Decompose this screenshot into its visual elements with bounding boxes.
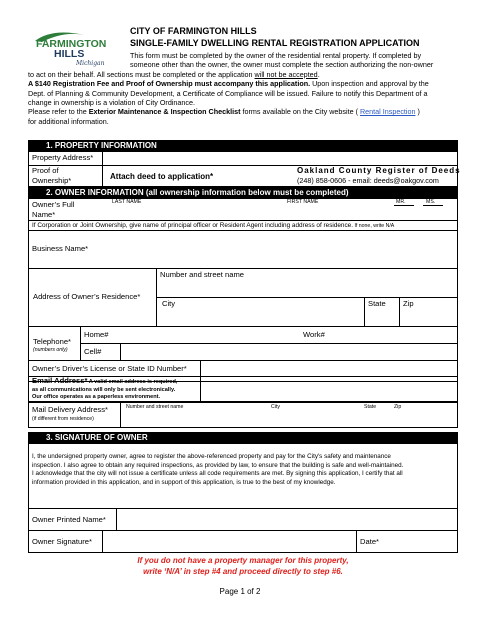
owner-zip-field[interactable]: [401, 308, 456, 324]
register-of-deeds-title: Oakland County Register of Deeds: [297, 166, 461, 175]
col-divider: [102, 165, 103, 187]
intro-line: change in ownership is a violation of City Ordinance.: [28, 98, 196, 108]
mail-street-caption: Number and street name: [126, 404, 184, 410]
email-note: A valid email address is required,: [87, 379, 178, 385]
row-divider: [80, 343, 458, 344]
printed-name-label: Owner Printed Name*: [32, 515, 106, 524]
intro-text: [28, 51, 458, 126]
work-phone-label: Work#: [303, 330, 325, 339]
row-divider: [28, 508, 458, 509]
statement-line: I, the undersigned property owner, agree to register the above-referenced property and pay for the City's safety and maintenance: [32, 453, 391, 460]
logo-wordmark-top: FARMINGTON: [36, 38, 107, 50]
cell-phone-label: Cell#: [84, 347, 102, 356]
attach-deed-instruction: Attach deed to application*: [110, 172, 214, 181]
section-1-heading: 1. PROPERTY INFORMATION: [28, 140, 458, 151]
last-name-caption: LAST NAME: [112, 199, 142, 205]
email-note: as all communications will only be sent electronically.: [32, 386, 176, 393]
intro-line: This form must be completed by the owner of the residential rental property. If completed by: [130, 51, 422, 60]
owner-name-field[interactable]: [110, 205, 456, 219]
owner-state-field[interactable]: [366, 308, 397, 324]
email-label-block: [32, 377, 178, 402]
intro-text-part: to act on their behalf. All sections must be completed or the application: [28, 69, 255, 79]
corp-note-tail: If none, write N/A: [353, 223, 395, 229]
owner-statement: [32, 453, 403, 487]
signature-field[interactable]: [104, 532, 354, 551]
property-address-field[interactable]: [103, 152, 457, 164]
row-divider: [28, 530, 458, 531]
owner-name-label: [32, 200, 74, 220]
date-field[interactable]: [386, 532, 456, 551]
proof-label-line: Ownership*: [32, 176, 72, 185]
org-name: CITY OF FARMINGTON HILLS: [130, 26, 257, 36]
col-divider: [200, 376, 201, 402]
statement-line: I acknowledge that the city will not issue a certificate unless all code requirements are met. By signing this application, I certify that all: [32, 470, 403, 478]
statement-line: inspection. I also agree to obtain any required inspections, as provided by law, to ensure that the building is safe and well-maintained.: [32, 461, 404, 469]
numbers-only-note: (numbers only): [33, 347, 68, 353]
street-caption: Number and street name: [160, 270, 244, 279]
section-2-heading: 2. OWNER INFORMATION (all ownership information below must be completed): [28, 187, 458, 198]
intro-text-part: Please refer to the: [28, 107, 89, 117]
owner-name-line: Owner’s Full: [32, 200, 75, 209]
mail-delivery-note: (if different from residence): [32, 416, 94, 422]
zip-caption: Zip: [403, 299, 414, 308]
form-title: SINGLE-FAMILY DWELLING RENTAL REGISTRATION APPLICATION: [130, 38, 420, 48]
home-phone-label: Home#: [84, 330, 109, 339]
business-name-field[interactable]: [110, 232, 456, 266]
city-caption: City: [162, 299, 176, 308]
col-divider: [364, 297, 365, 326]
ms-caption: MS.: [426, 199, 436, 205]
intro-line: for additional information.: [28, 116, 109, 126]
rental-inspection-link[interactable]: Rental Inspection: [359, 107, 416, 117]
mr-caption: MR.: [396, 199, 406, 205]
mail-city-caption: City: [271, 404, 280, 410]
license-field[interactable]: [202, 362, 456, 376]
first-name-caption: FIRST NAME: [287, 199, 319, 205]
mail-address-field[interactable]: [122, 411, 456, 426]
logo-wordmark-bottom: HILLS: [54, 48, 85, 60]
telephone-label: Telephone*: [33, 337, 72, 346]
corporation-note: [32, 221, 394, 230]
row-divider: [156, 297, 458, 298]
proof-of-ownership-label: [32, 166, 71, 186]
signature-label: Owner Signature*: [32, 537, 92, 546]
owner-street-field[interactable]: [158, 280, 456, 296]
intro-text-part: forms available on the City website (: [240, 107, 360, 117]
printed-name-field[interactable]: [118, 510, 456, 528]
page-number: Page 1 of 2: [219, 587, 261, 596]
row-divider: [28, 268, 458, 269]
notice-line: write ‘N/A’ in step #4 and proceed directly to step #6.: [143, 567, 343, 576]
mail-delivery-label: Mail Delivery Address*: [32, 405, 108, 414]
row-divider: [28, 360, 458, 361]
state-caption: State: [368, 299, 386, 308]
col-divider: [399, 297, 400, 326]
col-divider: [116, 508, 117, 530]
section-3-heading: 3. SIGNATURE OF OWNER: [28, 432, 458, 443]
register-of-deeds-contact: (248) 858-0606 - email: deeds@oakgov.com: [297, 176, 439, 185]
statement-line: information provided in this application, and in support of this application, is true to the best of my knowledge.: [32, 478, 336, 486]
owner-residence-label: Address of Owner’s Residence*: [33, 292, 141, 301]
intro-line: Dept. of Planning & Community Development, a Certificate of Compliance will be issued. Failure to notify this Department of a: [28, 88, 428, 98]
owner-name-line: Name*: [32, 210, 56, 219]
date-label: Date*: [360, 537, 379, 546]
property-manager-notice: [28, 555, 458, 577]
fee-notice: A $140 Registration Fee and Proof of Ownership must accompany this application.: [28, 79, 311, 89]
owner-city-field[interactable]: [158, 308, 362, 324]
mail-state-caption: State: [364, 404, 377, 410]
notice-line: If you do not have a property manager for this property,: [137, 556, 349, 565]
intro-line: [28, 79, 458, 88]
intro-line: [28, 70, 458, 79]
col-divider: [120, 402, 121, 428]
corp-note-text: If Corporation or Joint Ownership, give name of principal officer or Resident Agent including address of residence.: [32, 222, 354, 229]
row-divider: [28, 230, 458, 231]
email-label: Email Address*: [32, 376, 88, 385]
home-phone-field[interactable]: [110, 328, 300, 342]
cell-phone-field[interactable]: [110, 345, 300, 359]
license-label: Owner’s Driver’s License or State ID Number*: [32, 364, 187, 373]
property-address-label: Property Address*: [32, 153, 94, 162]
proof-label-line: Proof of: [32, 166, 59, 175]
intro-text-part: .: [317, 69, 320, 79]
email-field[interactable]: [202, 378, 456, 400]
logo-script: Michigan: [76, 60, 105, 67]
mail-zip-caption: Zip: [394, 404, 402, 410]
row-divider: [28, 326, 458, 327]
intro-text-part: ): [415, 107, 420, 117]
intro-line: someone other than the owner, the owner must complete the section authorizing the non-owner: [130, 60, 434, 70]
col-divider: [356, 530, 357, 553]
form-header: [130, 25, 420, 49]
intro-line: [28, 107, 458, 116]
email-note: Our office operates as a paperless environment.: [32, 394, 161, 400]
col-divider: [200, 360, 201, 377]
col-divider: [102, 530, 103, 553]
intro-text-part: Upon inspection and approval by the: [310, 79, 429, 89]
business-name-label: Business Name*: [32, 244, 89, 253]
not-accepted-note: will not be accepted: [254, 69, 318, 79]
checklist-name: Exterior Maintenance & Inspection Checklist: [88, 107, 241, 117]
col-divider: [120, 343, 121, 360]
work-phone-field[interactable]: [330, 328, 456, 342]
